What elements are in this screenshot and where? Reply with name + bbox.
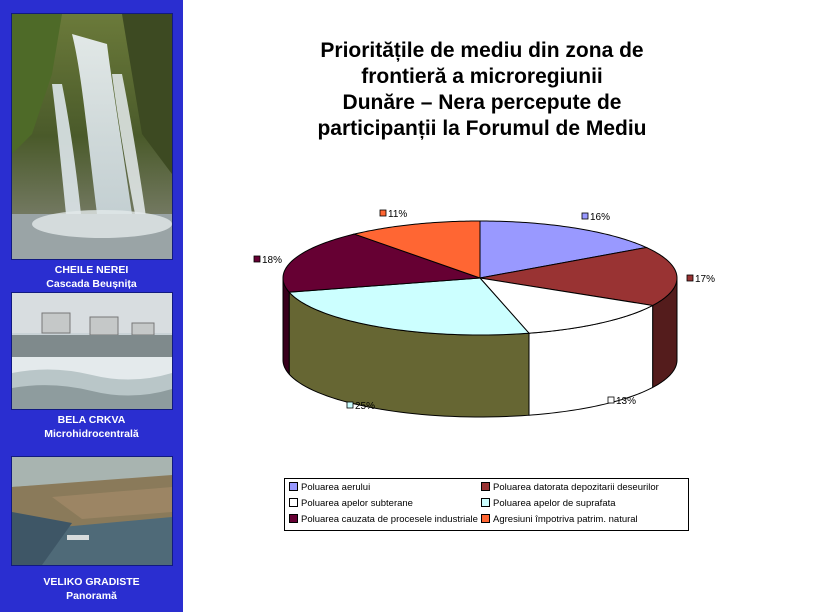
caption-subtitle: Microhidrocentrală (44, 428, 139, 440)
legend-label: Poluarea aerului (301, 482, 371, 493)
title-line: Prioritățile de mediu din zona de (320, 39, 644, 62)
slice-label-marker (582, 213, 588, 219)
slice-percent-label: 13% (616, 396, 637, 407)
legend-swatch (289, 514, 298, 523)
title-line: frontieră a microregiunii (361, 65, 603, 88)
legend-swatch (481, 498, 490, 507)
legend-label: Poluarea apelor de suprafata (493, 498, 616, 509)
pie-side-wall (283, 278, 289, 374)
legend-label: Poluarea cauzata de procesele industriale (301, 514, 478, 525)
slice-label-marker (254, 256, 260, 262)
legend-label: Agresiuni împotriva patrim. natural (493, 514, 638, 525)
legend-item (289, 498, 413, 510)
slice-percent-label: 16% (590, 212, 611, 223)
caption-title: BELA CRKVA (57, 414, 126, 426)
legend-item (289, 514, 478, 526)
legend-item (481, 514, 638, 526)
legend-item (481, 498, 616, 510)
slice-label-marker (380, 210, 386, 216)
pie-top (283, 221, 677, 335)
caption-title: CHEILE NEREI (54, 264, 129, 276)
slice-label-marker (608, 397, 614, 403)
legend-swatch (289, 482, 298, 491)
legend-swatch (481, 482, 490, 491)
slice-percent-label: 25% (355, 401, 376, 412)
slice-percent-label: 18% (262, 255, 283, 266)
legend-item (289, 482, 370, 494)
caption-subtitle: Panoramă (66, 590, 117, 602)
slice-label-marker (687, 275, 693, 281)
caption-title: VELIKO GRADISTE (43, 576, 140, 588)
title-line: participanții la Forumul de Mediu (317, 117, 647, 140)
slice-percent-label: 17% (695, 274, 716, 285)
legend-swatch (289, 498, 298, 507)
legend-swatch (481, 514, 490, 523)
caption-subtitle: Cascada Beușnița (46, 278, 137, 290)
chart-legend (284, 478, 689, 531)
legend-label: Poluarea datorata depozitarii deseurilor (493, 482, 659, 493)
slice-percent-label: 11% (388, 209, 408, 220)
legend-item (481, 482, 659, 494)
title-line: Dunăre – Nera percepute de (342, 91, 622, 114)
slice-label-marker (347, 402, 353, 408)
legend-label: Poluarea apelor subterane (301, 498, 413, 509)
